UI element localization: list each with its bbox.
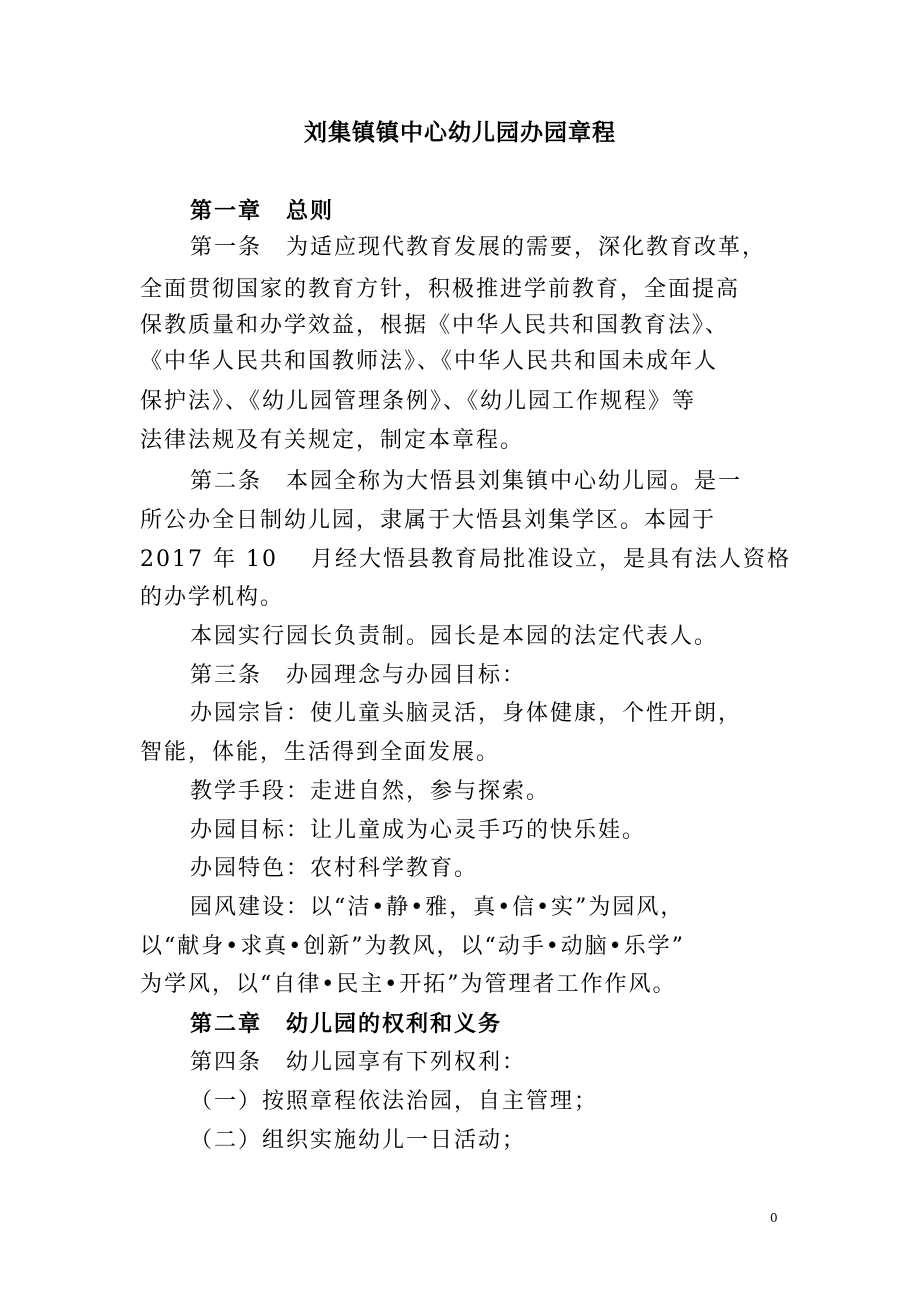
text-line: 教学手段：走进自然，参与探索。 — [190, 779, 551, 804]
text-line: 2017 年 10 月经大悟县教育局批准设立，是具有法人资格 — [140, 547, 791, 572]
text-line: 第四条 幼儿园享有下列权利： — [190, 1050, 527, 1075]
text-line: 保教质量和办学效益，根据《中华人民共和国教育法》、 — [140, 313, 730, 338]
text-line: 保护法》、《幼儿园管理条例》、《幼儿园工作规程》等 — [140, 389, 697, 414]
text-line: 第一条 为适应现代教育发展的需要，深化教育改革， — [190, 235, 767, 260]
text-line: 办园宗旨：使儿童头脑灵活，身体健康，个性开朗， — [190, 701, 743, 726]
text-line: 办园特色：农村科学教育。 — [190, 856, 479, 881]
page-number: 0 — [770, 1211, 778, 1225]
text-line: 的办学机构。 — [140, 585, 285, 610]
text-line: （一）按照章程依法治园，自主管理； — [190, 1089, 599, 1114]
chapter-heading: 第一章 总则 — [190, 199, 335, 224]
text-line: 第三条 办园理念与办园目标： — [190, 663, 527, 688]
text-line: 所公办全日制幼儿园，隶属于大悟县刘集学区。本园于 — [140, 508, 717, 533]
text-line: 《中华人民共和国教师法》、《中华人民共和国未成年人 — [140, 349, 719, 374]
text-line: 第二条 本园全称为大悟县刘集镇中心幼儿园。是一 — [190, 469, 743, 494]
text-line: 法律法规及有关规定，制定本章程。 — [140, 428, 525, 453]
text-line: 全面贯彻国家的教育方针，积极推进学前教育，全面提高 — [140, 277, 741, 302]
text-line: 为学风，以“自律•民主•开拓”为管理者工作作风。 — [140, 972, 677, 997]
text-line: 本园实行园长负责制。园长是本园的法定代表人。 — [190, 624, 719, 649]
chapter-heading: 第二章 幼儿园的权利和义务 — [190, 1012, 503, 1037]
text-line: 园风建设：以“洁•静•雅，真•信•实”为园风， — [190, 895, 685, 920]
document-title: 刘集镇镇中心幼儿园办园章程 — [304, 120, 616, 146]
text-line: 办园目标：让儿童成为心灵手巧的快乐娃。 — [190, 818, 647, 843]
text-line: （二）组织实施幼儿一日活动； — [190, 1128, 527, 1153]
text-line: 以“献身•求真•创新”为教风，以“动手•动脑•乐学” — [140, 934, 685, 959]
text-line: 智能，体能，生活得到全面发展。 — [140, 740, 501, 765]
